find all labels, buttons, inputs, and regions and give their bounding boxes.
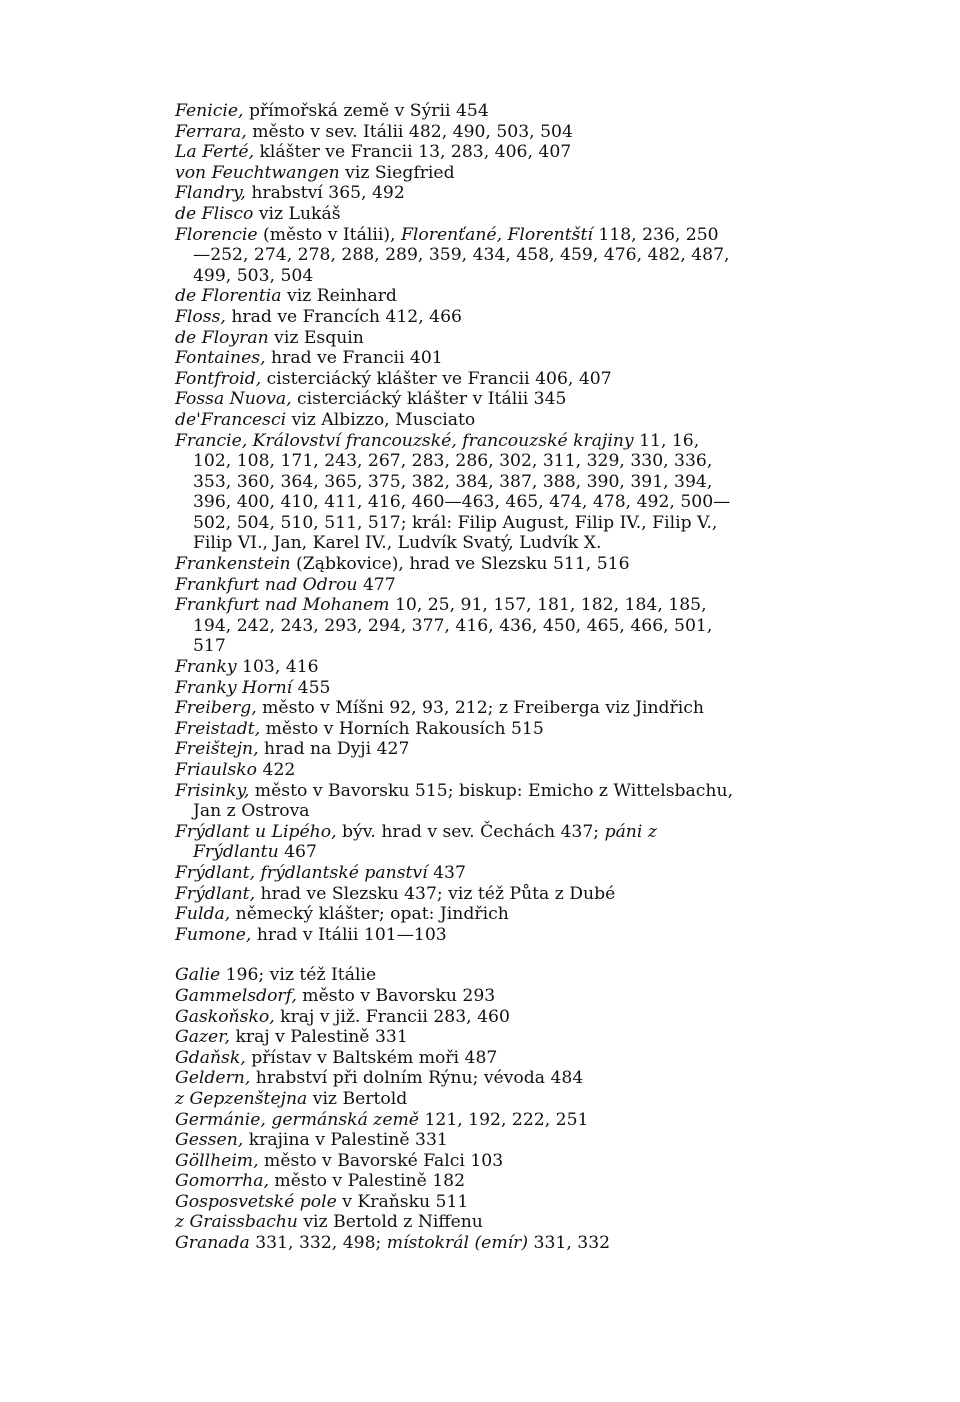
index-entry — [175, 1171, 735, 1192]
entry-text: v Kraňsku 511 — [336, 1191, 469, 1212]
entry-text: viz Esquin — [268, 327, 364, 348]
index-entry — [175, 410, 735, 431]
entry-term: Frankfurt nad Mohanem — [175, 595, 390, 616]
index-entry — [175, 1068, 735, 1089]
entry-text: 118, 236, 250—252, 274, 278, 288, 289, 359, 434, 458, 459, 476, 482, 487, 499, 503, 504 — [193, 224, 730, 286]
entry-term: z Gepzenštejna — [175, 1088, 308, 1109]
index-entry — [175, 719, 735, 740]
entry-text: hrad na Dyji 427 — [258, 739, 410, 760]
entry-text: (město v Itálii), — [257, 224, 401, 245]
entry-term: místokrál (emír) — [386, 1233, 529, 1254]
entry-text: 477 — [357, 574, 396, 595]
entry-text: město v Horních Rakousích 515 — [260, 718, 544, 739]
entry-text: 11, 16, 102, 108, 171, 243, 267, 283, 286, 302, 311, 329, 330, 336, 353, 360, 364, 365, 375, 382, 384, 387, 388, 390, 391, 394, 396, 400, 410, 411, 416, 460—463, 465, 474, 478, 492, 500—502, 504, 510, 511, 517; král: Filip August, Filip IV., Filip V., Filip VI., Jan, Karel IV., Ludvík Svatý, Ludvík X. — [193, 430, 731, 554]
entry-term: Galie — [175, 965, 221, 986]
entry-term: La Ferté, — [175, 142, 255, 163]
entry-text: viz Siegfried — [339, 162, 455, 183]
entry-term: Gessen, — [175, 1130, 244, 1151]
entry-text: viz Albizzo, Musciato — [286, 409, 476, 430]
entry-text: hrabství při dolním Rýnu; vévoda 484 — [250, 1068, 584, 1089]
index-entry — [175, 698, 735, 719]
entry-term: Florencie — [175, 224, 258, 245]
entry-term: Fontfroid, — [175, 368, 262, 389]
entry-text: viz Bertold — [307, 1088, 408, 1109]
entry-text: viz Reinhard — [281, 286, 397, 307]
index-entry — [175, 884, 735, 905]
entry-term: Fontaines, — [175, 348, 266, 369]
index-entry — [175, 225, 735, 287]
entry-term: Franky Horní — [175, 677, 293, 698]
entry-text: kraj v Palestině 331 — [230, 1027, 408, 1048]
entry-term: Gaskoňsko, — [175, 1006, 275, 1027]
index-entry — [175, 142, 735, 163]
entry-text: kraj v již. Francii 283, 460 — [274, 1006, 510, 1027]
entry-term: Granada — [175, 1233, 250, 1254]
index-entry — [175, 904, 735, 925]
entry-text: přístav v Baltském moři 487 — [245, 1047, 498, 1068]
entry-text: hrad ve Francích 412, 466 — [225, 306, 462, 327]
index-entry — [175, 822, 735, 863]
entry-term: Floss, — [175, 306, 226, 327]
entry-text: město v Bavorsku 515; biskup: Emicho z Wittelsbachu, Jan z Ostrova — [193, 780, 734, 822]
entry-term: Friaulsko — [175, 760, 258, 780]
entry-text: přímořská země v Sýrii 454 — [243, 101, 489, 121]
entry-text: cisterciácký klášter v Itálii 345 — [291, 389, 567, 410]
entry-text: býv. hrad v sev. Čechách 437; — [336, 821, 605, 842]
entry-term: von Feuchtwangen — [175, 162, 340, 183]
entry-term: Göllheim, — [175, 1150, 259, 1171]
entry-term: Ferrara, — [175, 121, 247, 142]
index-entry — [175, 431, 735, 555]
entry-text: 331, 332 — [528, 1233, 611, 1254]
entry-term: de Florentia — [175, 286, 282, 307]
entry-term: Gazer, — [175, 1027, 230, 1048]
entry-text: viz Bertold z Niffenu — [297, 1212, 483, 1233]
entry-term: Frankfurt nad Odrou — [175, 574, 358, 595]
index-entry — [175, 1027, 735, 1048]
entry-term: Gdaňsk, — [175, 1047, 246, 1068]
entry-term: Fumone, — [175, 924, 252, 945]
entry-text: město v sev. Itálii 482, 490, 503, 504 — [246, 121, 573, 142]
entry-term: páni z Frýdlantu — [193, 821, 657, 863]
index-entry — [175, 101, 735, 122]
entry-text: město v Bavorsku 293 — [296, 985, 496, 1006]
index-entry — [175, 657, 735, 678]
index-entry — [175, 183, 735, 204]
index-entry — [175, 348, 735, 369]
entry-text: cisterciácký klášter ve Francii 406, 407 — [261, 368, 612, 389]
entry-term: Frýdlant, frýdlantské panství — [175, 862, 428, 883]
entry-term: Fulda, — [175, 904, 231, 925]
entry-text: město v Míšni 92, 93, 212; z Freiberga viz Jindřich — [256, 698, 704, 719]
entry-term: Frankenstein — [175, 554, 291, 575]
index-list — [175, 101, 735, 1254]
index-entry — [175, 554, 735, 575]
entry-term: Franky — [175, 657, 237, 678]
entry-text: německý klášter; opat: Jindřich — [230, 904, 509, 925]
entry-text: město v Palestině 182 — [268, 1171, 466, 1192]
index-entry — [175, 965, 735, 986]
index-entry — [175, 760, 735, 781]
index-entry — [175, 1007, 735, 1028]
index-entry — [175, 122, 735, 143]
entry-text: město v Bavorské Falci 103 — [258, 1150, 504, 1171]
entry-text: 196; viz též Itálie — [220, 965, 377, 986]
entry-text: hrad v Itálii 101—103 — [251, 924, 447, 945]
index-entry — [175, 389, 735, 410]
entry-term: Gammelsdorf, — [175, 985, 297, 1006]
entry-text: 455 — [292, 677, 331, 698]
entry-text: 121, 192, 222, 251 — [418, 1109, 589, 1130]
entry-text: (Ząbkovice), hrad ve Slezsku 511, 516 — [290, 554, 630, 575]
entry-term: Flandry, — [175, 183, 246, 204]
index-entry — [175, 1212, 735, 1233]
entry-term: Germánie, germánská země — [175, 1109, 419, 1130]
index-entry — [175, 863, 735, 884]
entry-text: 103, 416 — [236, 657, 319, 678]
entry-term: Freistadt, — [175, 718, 261, 739]
index-entry — [175, 1233, 735, 1254]
entry-term: Geldern, — [175, 1068, 251, 1089]
index-entry — [175, 328, 735, 349]
index-entry — [175, 781, 735, 822]
index-entry — [175, 286, 735, 307]
index-entry — [175, 1089, 735, 1110]
entry-term: de Floyran — [175, 327, 269, 348]
entry-term: Frisinky, — [175, 780, 250, 801]
entry-text: 10, 25, 91, 157, 181, 182, 184, 185, 194, 242, 243, 293, 294, 377, 416, 436, 450, 465, 466, 501, 517 — [193, 595, 713, 657]
entry-text: krajina v Palestině 331 — [243, 1130, 448, 1151]
entry-term: de'Francesci — [175, 409, 287, 430]
index-entry — [175, 986, 735, 1007]
index-entry — [175, 739, 735, 760]
entry-text: hrad ve Slezsku 437; viz též Půta z Dubé — [255, 883, 616, 904]
entry-text: 422 — [257, 760, 296, 780]
index-entry — [175, 163, 735, 184]
index-entry — [175, 1130, 735, 1151]
entry-text: klášter ve Francii 13, 283, 406, 407 — [254, 142, 572, 163]
entry-term: de Flisco — [175, 203, 254, 224]
entry-term: Fenicie, — [175, 101, 244, 121]
entry-term: Gomorrha, — [175, 1171, 269, 1192]
entry-text: viz Lukáš — [253, 203, 341, 224]
entry-text: hrabství 365, 492 — [245, 183, 405, 204]
entry-term: Freiberg, — [175, 698, 257, 719]
index-entry — [175, 1110, 735, 1131]
entry-text: 467 — [278, 842, 317, 863]
entry-text: 437 — [427, 862, 466, 883]
entry-term: Gosposvetské pole — [175, 1191, 337, 1212]
entry-term: Fossa Nuova, — [175, 389, 292, 410]
index-entry — [175, 1151, 735, 1172]
index-entry — [175, 369, 735, 390]
index-entry — [175, 595, 735, 657]
entry-term: z Graissbachu — [175, 1212, 298, 1233]
entry-term: Francie, Království francouzské, francouzské krajiny — [175, 430, 634, 451]
entry-term: Frýdlant, — [175, 883, 256, 904]
index-entry — [175, 1048, 735, 1069]
entry-text: hrad ve Francii 401 — [265, 348, 443, 369]
entry-term: Freištejn, — [175, 739, 259, 760]
index-entry — [175, 1192, 735, 1213]
index-entry — [175, 925, 735, 946]
index-entry — [175, 678, 735, 699]
index-entry — [175, 575, 735, 596]
entry-term: Florenťané, Florentští — [400, 224, 593, 245]
index-entry — [175, 204, 735, 225]
entry-term: Frýdlant u Lipého, — [175, 821, 337, 842]
section-gap — [175, 945, 735, 965]
index-entry — [175, 307, 735, 328]
entry-text: 331, 332, 498; — [249, 1233, 387, 1254]
